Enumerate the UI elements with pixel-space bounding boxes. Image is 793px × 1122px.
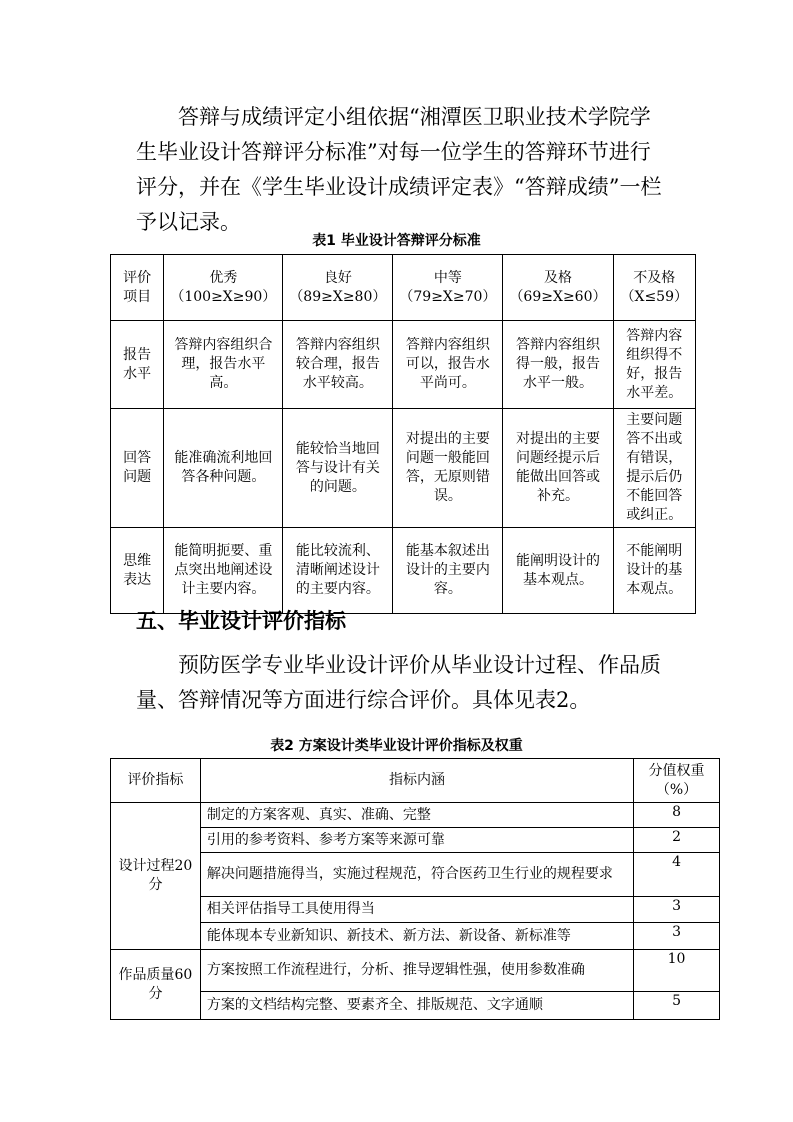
criteria-cell: 答辩内容组织较合理，报告水平较高。 xyxy=(283,321,393,409)
table-row xyxy=(111,255,696,321)
index-content: 引用的参考资料、参考方案等来源可靠 xyxy=(200,828,633,853)
criteria-cell: 答辩内容组织得不好，报告水平差。 xyxy=(613,321,696,409)
header-indicator: 评价指标 xyxy=(111,759,201,803)
header-content: 指标内涵 xyxy=(200,759,633,803)
criteria-cell: 对提出的主要问题一般能回答，无原则错误。 xyxy=(393,409,503,528)
table-row xyxy=(111,923,720,950)
grade-header xyxy=(503,255,613,321)
criteria-cell: 不能阐明设计的基本观点。 xyxy=(613,528,696,614)
corner-cell xyxy=(111,255,164,321)
criteria-cell: 能较恰当地回答与设计有关的问题。 xyxy=(283,409,393,528)
grade-header xyxy=(283,255,393,321)
criteria-cell: 能准确流利地回答各种问题。 xyxy=(164,409,283,528)
section-paragraph: 预防医学专业毕业设计评价从毕业设计过程、作品质量、答辩情况等方面进行综合评价。具体见表2。 xyxy=(136,653,661,712)
grade-range: （69≥X≥60） xyxy=(509,288,607,305)
index-weight: 2 xyxy=(634,828,720,853)
index-weight: 5 xyxy=(634,992,720,1020)
index-content: 解决问题措施得当，实施过程规范，符合医药卫生行业的规程要求 xyxy=(200,853,633,897)
table-row xyxy=(111,853,720,897)
table-row xyxy=(111,828,720,853)
corner-label-top: 评价 xyxy=(123,269,152,286)
criteria-cell: 能简明扼要、重点突出地阐述设计主要内容。 xyxy=(164,528,283,614)
index-content: 方案按照工作流程进行，分析、推导逻辑性强，使用参数准确 xyxy=(200,950,633,992)
criteria-cell: 主要问题答不出或有错误，提示后仍不能回答或纠正。 xyxy=(613,409,696,528)
grade-range: （89≥X≥80） xyxy=(289,288,387,305)
grade-name: 及格 xyxy=(543,269,572,286)
criteria-cell: 答辩内容组织得一般，报告水平一般。 xyxy=(503,321,613,409)
header-weight: 分值权重（%） xyxy=(634,759,720,803)
row-item: 回答问题 xyxy=(111,409,164,528)
index-content: 制定的方案客观、真实、准确、完整 xyxy=(200,803,633,828)
grade-range: （100≥X≥90） xyxy=(170,288,277,305)
grade-header xyxy=(613,255,696,321)
grade-name: 良好 xyxy=(323,269,352,286)
grade-header xyxy=(164,255,283,321)
index-weight: 8 xyxy=(634,803,720,828)
index-content: 相关评估指导工具使用得当 xyxy=(200,897,633,923)
grade-range: （X≤59） xyxy=(620,288,688,305)
criteria-cell: 能比较流利、清晰阐述设计的主要内容。 xyxy=(283,528,393,614)
table2-caption: 表2 方案设计类毕业设计评价指标及权重 xyxy=(270,738,523,754)
criteria-cell: 答辩内容组织合理，报告水平高。 xyxy=(164,321,283,409)
table-row xyxy=(111,803,720,828)
table-row xyxy=(111,992,720,1020)
grade-header xyxy=(393,255,503,321)
table-row xyxy=(111,950,720,992)
table-row xyxy=(111,759,720,803)
criteria-cell: 答辩内容组织可以，报告水平尚可。 xyxy=(393,321,503,409)
grade-name: 中等 xyxy=(433,269,462,286)
intro-paragraph: 答辩与成绩评定小组依据“湘潭医卫职业技术学院学生毕业设计答辩评分标准”对每一位学生的答辩环节进行评分，并在《学生毕业设计成绩评定表》“答辩成绩”一栏予以记录。 xyxy=(136,105,662,234)
corner-label-bottom: 项目 xyxy=(123,288,152,305)
criteria-cell: 能阐明设计的基本观点。 xyxy=(503,528,613,614)
grade-name: 优秀 xyxy=(209,269,238,286)
table-row xyxy=(111,528,696,614)
table-row xyxy=(111,321,696,409)
criteria-cell: 能基本叙述出设计的主要内容。 xyxy=(393,528,503,614)
table-row xyxy=(111,409,696,528)
evaluation-index-table xyxy=(110,758,720,1020)
table1-caption: 表1 毕业设计答辩评分标准 xyxy=(312,233,481,249)
index-content: 能体现本专业新知识、新技术、新方法、新设备、新标准等 xyxy=(200,923,633,950)
index-content: 方案的文档结构完整、要素齐全、排版规范、文字通顺 xyxy=(200,992,633,1020)
grade-range: （79≥X≥70） xyxy=(399,288,497,305)
row-item: 思维表达 xyxy=(111,528,164,614)
index-weight: 10 xyxy=(634,950,720,992)
index-weight: 4 xyxy=(634,853,720,897)
row-item: 报告水平 xyxy=(111,321,164,409)
group-indicator: 作品质量60分 xyxy=(111,950,201,1020)
section-heading: 五、毕业设计评价指标 xyxy=(136,609,346,633)
index-weight: 3 xyxy=(634,897,720,923)
table-row xyxy=(111,897,720,923)
scoring-standard-table xyxy=(110,254,696,614)
group-indicator: 设计过程20分 xyxy=(111,803,201,950)
index-weight: 3 xyxy=(634,923,720,950)
grade-name: 不及格 xyxy=(633,269,676,286)
criteria-cell: 对提出的主要问题经提示后能做出回答或补充。 xyxy=(503,409,613,528)
